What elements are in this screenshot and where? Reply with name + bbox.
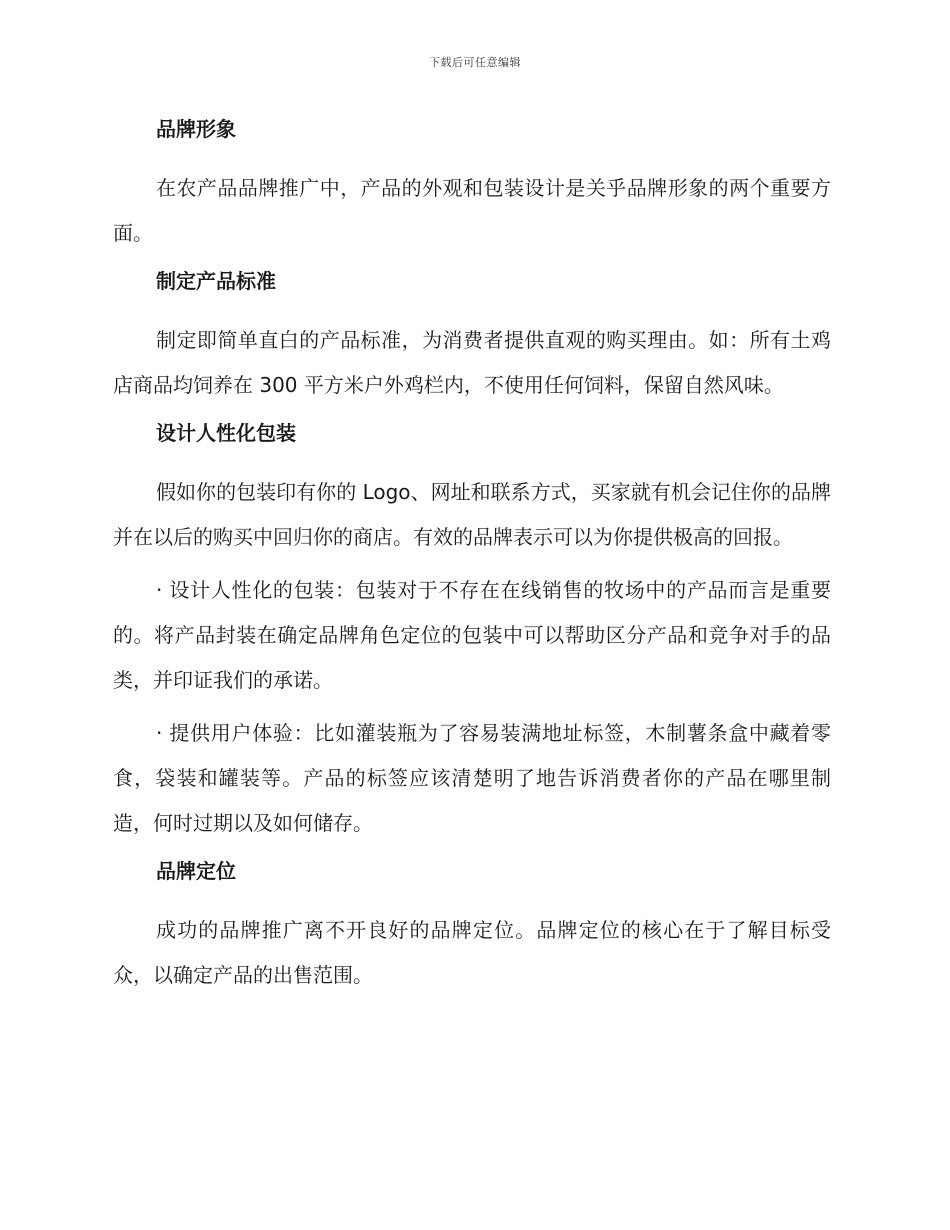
bullet-paragraph: · 提供用户体验：比如灌装瓶为了容易装满地址标签，木制薯条盒中藏着零食，袋装和罐装等。产品的标签应该清楚明了地告诉消费者你的产品在哪里制造，何时过期以及如何储存。 (113, 721, 831, 835)
bullet-paragraph: · 设计人性化的包装：包装对于不存在在线销售的牧场中的产品而言是重要的。将产品封装在确定品牌角色定位的包装中可以帮助区分产品和竞争对手的品类，并印证我们的承诺。 (113, 578, 831, 692)
page-header: 下载后可任意编辑 (429, 56, 521, 69)
paragraph: 成功的品牌推广离不开良好的品牌定位。品牌定位的核心在于了解目标受众，以确定产品的出售范围。 (113, 918, 831, 987)
document-body (113, 112, 831, 1004)
section-heading-product-standard: 制定产品标准 (156, 269, 276, 293)
paragraph: 在农产品品牌推广中，产品的外观和包装设计是关乎品牌形象的两个重要方面。 (113, 176, 831, 245)
section-heading-brand-positioning: 品牌定位 (156, 859, 236, 883)
paragraph: 制定即简单直白的产品标准，为消费者提供直观的购买理由。如：所有土鸡店商品均饲养在 300 平方米户外鸡栏内，不使用任何饲料，保留自然风味。 (113, 328, 831, 397)
section-heading-brand-image: 品牌形象 (156, 117, 236, 141)
paragraph: 假如你的包装印有你的 Logo、网址和联系方式，买家就有机会记住你的品牌并在以后的购买中回归你的商店。有效的品牌表示可以为你提供极高的回报。 (113, 480, 831, 549)
section-heading-packaging-design: 设计人性化包装 (156, 421, 296, 445)
